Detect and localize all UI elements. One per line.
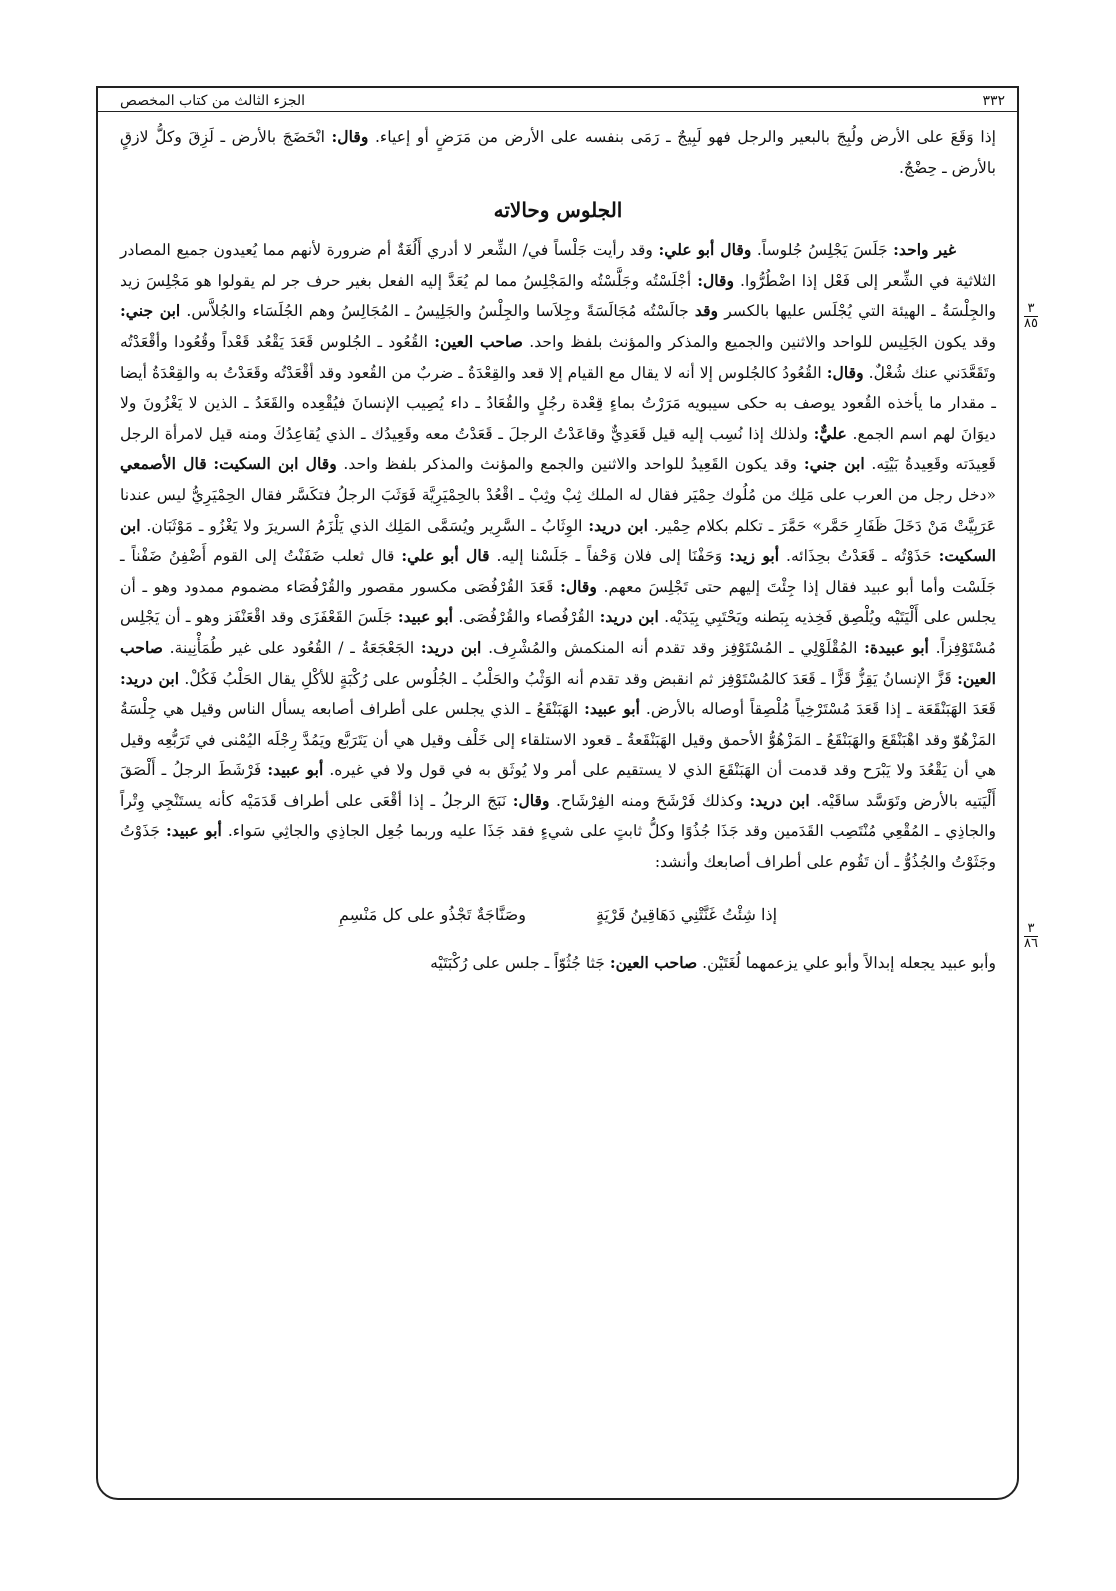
text-run: جَثا جُثُوّاً ـ جلس على رُكْبَتَيْه bbox=[430, 954, 610, 973]
text-run: القُعُود ـ الجُلوس قَعَدَ يَقْعُد قَعْداً وقُعُودا وأقْعَدْتُه وتَقَعَّدَني عنك شُغْلٌ. bbox=[120, 332, 997, 382]
text-run: وقد يكون القَعِيدُ للواحد والاثنين والجمع والمؤنث والمذكر بلفظ واحد. bbox=[336, 455, 804, 474]
opening-paragraph bbox=[120, 122, 996, 183]
main-paragraph bbox=[120, 235, 996, 877]
text-run: القُعُودُ كالجُلوس إلا أنه لا يقال مع القيام إلا قعد والقِعْدَةُ ـ ضربٌ من القُعود وقد أقْعَدْتُه وقَعَدْتُ به والقِعْدَةُ أيضا ـ مقدار ما يأخذه القُعود يوصف به حكى سيبويه مَرَرْتُ بماءٍ قِعْدة رجُلٍ والقُعَادُ ـ داء يُصِيب الإنسانَ فيُقْعِده والقَعَدُ ـ الذين لا يَغْزُونَ ولا ديوَانَ لهم اسم الجمع. bbox=[120, 363, 996, 443]
speaker-label: أبو عبيد: bbox=[397, 607, 453, 627]
text-run: حَذَوْتُه ـ قَعَدْتُ بحِذَائه. bbox=[779, 547, 939, 566]
speaker-label: ابن دريد: bbox=[420, 637, 482, 657]
text-run: الوِثَابُ ـ السَّرِير ويُسَمَّى المَلِك الذي يَلْزَمُ السريرَ ولا يَغْزُو ـ مَوْثَبَان. bbox=[140, 516, 589, 535]
text-run: جَلَسَ القَعْفَزَى وقد اقْعَنْفَز وهو ـ أن يَجْلِس مُسْتَوْفِزاً. bbox=[120, 608, 997, 657]
speaker-label: أبو زيد: bbox=[729, 546, 780, 566]
speaker-label: صاحب العين: bbox=[609, 953, 698, 973]
verse bbox=[120, 900, 996, 931]
speaker-label: ابن السكيت: bbox=[120, 515, 996, 566]
speaker-label: أبو عبيدة: bbox=[864, 637, 929, 657]
text-run: الهَبَنْقَعُ ـ الذي يجلس على أطراف أصابعه يسأل الناس وقيل هي جِلْسَةُ المَزْهُوّ وقد اهْبَنْقَعَ والهَبَنْقَعُ ـ المَزْهُوُّ الأحمق وقيل الهَبَنْقَعةُ ـ قعود الاستلقاء إلى خَلْف وقيل هي أن يَتَرَبَّع ويَمُدَّ رِجْلَه اليُمْنى في تَرَبُّعِه وقيل هي أن يَقْعُدَ ولا يَبْرَح وقد قدمت أن الهَبَنْقَعَ الذي لا يستقيم على أمر ولا يُوثَق به في قول ولا في غيره. bbox=[120, 700, 996, 780]
text-run: «دخل رجل من العرب على مَلِك من مُلُوك حِمْيَر فقال له الملك ثِبْ وثِبْ ـ اقْعُدْ بالحِمْيَرِيَّة فَوَثَبَ الرجلُ فتكَسَّر فقال الحِمْيَرِيُّ ليس عندنا عَرَبِيَّتْ مَنْ دَخَلَ ظَفَارِ حَمَّر» حَمَّرَ ـ تكلم بكلام حِمْير. bbox=[120, 485, 997, 535]
speaker-label: وقال: bbox=[512, 790, 550, 810]
text-run: نَبَجَ الرجلُ ـ إذا أقْعَى على أطراف قَدَمَيْه كأنه يستَنْجِي وِتْراً والجاذِي ـ المُقْعِي مُنْتَصِب القَدَمين وقد جَذَا جُذُوًا وكلُّ ثابتٍ على شيءٍ فقد جَذَا عليه وربما جُعِل الجاذِي والجاثِي سَواء. bbox=[120, 791, 996, 841]
margin-reference bbox=[1024, 922, 1038, 950]
text-run: المُقْلَوْلِي ـ المُسْتَوْفِز وقد تقدم أنه المنكمش والمُشْرِف. bbox=[481, 638, 865, 657]
speaker-label: وقال: bbox=[697, 270, 735, 290]
speaker-label: ابن دريد: bbox=[588, 515, 648, 535]
speaker-label: ابن جني: bbox=[120, 301, 181, 321]
running-title: الجزء الثالث من كتاب المخصص bbox=[120, 93, 306, 109]
speaker-label: صاحب العين: bbox=[120, 637, 997, 688]
speaker-label: ابن دريد: bbox=[120, 668, 180, 688]
text-run: وكذلك فَرْشَحَ ومنه الفِرْشَاح. bbox=[549, 791, 750, 810]
margin-ref-page: ٨٦ bbox=[1024, 936, 1038, 951]
page-number: ٣٣٢ bbox=[982, 93, 1005, 109]
text-run: جالَسْتُه مُجَالَسَةً وجِلاَسا والجِلْسُ والجَلِيسُ ـ المُجَالِسُ وهم الجُلَسَاء والجُلاَّس. bbox=[180, 302, 695, 321]
text-run: وقد رأيت جَلْساً في/ الشِّعر لا أدري أَلُغَةٌ أم ضرورة لأنهم مما يُعيدون جميع المصادر الثلاثية في الشِّعر إلى فَعْل إذا اضْطُرُّوا. bbox=[120, 241, 997, 290]
speaker-label: وقال: bbox=[826, 362, 864, 382]
speaker-label: قال أبو علي: bbox=[401, 546, 490, 566]
margin-ref-page: ٨٥ bbox=[1024, 316, 1038, 331]
speaker-label: وقد bbox=[694, 301, 719, 321]
speaker-label: غير واحد: bbox=[893, 240, 956, 260]
closing-paragraph bbox=[120, 948, 996, 979]
header-rule bbox=[96, 111, 1019, 112]
speaker-label: قال الأصمعي bbox=[120, 454, 207, 474]
text-run: إذا وَقَعَ على الأرض ولُبِجَ بالبعير والرجل فهو لَبِيجٌ ـ رَمَى بنفسه على الأرض من مَرَضٍ أو إعياء. bbox=[368, 128, 996, 146]
speaker-label: وقال: bbox=[560, 576, 597, 596]
text-run: قَعَدَ القُرْفُصَى مكسور مقصور والقُرْفُصَاء مضموم ممدود وهو ـ أن يجلس على أَلْيَتَيْه ويُلْصِق فَخِذيه بِبَطنه ويَحْتَبِي بِيَدَيْه. bbox=[120, 577, 996, 627]
text-run: أجْلَسْتُه وجَلَّسْتُه والمَجْلِسُ مما لم يُعَدَّ إليه الفعل بغير حرف جر لم يقولوا هو مَجْلِسَ زيد والجِلْسَةُ ـ الهيئة التي يُجْلَس عليها بالكسر bbox=[120, 271, 996, 321]
speaker-label: صاحب العين: bbox=[434, 331, 523, 351]
text-run: جَلَسَ يَجْلِسُ جُلوساً. bbox=[751, 241, 894, 260]
text-run: انْحَضَجَ بالأرض ـ لَزِقَ وكلُّ لازقٍ بالأرض ـ حِضْجٌ. bbox=[120, 128, 996, 177]
running-header bbox=[96, 91, 1019, 111]
text-run: قَزَّ الإنسانُ يَقِزُّ قَزًّا ـ قَعَدَ كالمُسْتَوْفِز ثم انقبض وقد تقدم أنه الوَثْبُ والحَلْبُ ـ الجُلُوس على رُكْبَةٍ للأكْلِ يقال الحَلْبُ فَكُلْ. bbox=[179, 669, 958, 688]
speaker-label: عليٌّ: bbox=[813, 423, 847, 443]
margin-ref-volume: ٣ bbox=[1024, 922, 1038, 937]
margin-ref-volume: ٣ bbox=[1024, 302, 1038, 317]
text-run: الجَعْجَعَةُ ـ / القُعُود على غير طُمَأْنِينة. bbox=[162, 638, 421, 657]
text-run: وأبو عبيد يجعله إبدالاً وأبو علي يزعمهما لُغَتَيْن. bbox=[697, 954, 996, 973]
body-text bbox=[120, 122, 996, 979]
section-title: الجلوس وحالاته bbox=[493, 198, 623, 223]
verse-first-hemistich: إذا شِئْتُ غَنَّتْنِي دَهَاقِينُ قَرْيَةٍ bbox=[595, 904, 778, 924]
margin-reference bbox=[1024, 302, 1038, 330]
text-run: وَحَفْنَا إلى فلان وَحْفاً ـ جَلَسْنا إليه. bbox=[489, 547, 730, 566]
speaker-label: أبو عبيد: bbox=[166, 821, 222, 841]
speaker-label: ابن دريد: bbox=[749, 790, 810, 810]
verse-second-hemistich: وصَنَّاجَةٌ تَجْذُو على كل مَنْسِمِ bbox=[338, 904, 526, 924]
speaker-label: ابن جني: bbox=[803, 454, 865, 474]
text-run: ولذلك إذا نُسِب إليه قيل قَعَدِيٌّ وقاعَدْتُ الرجلَ ـ قَعَدْتُ معه وقَعِيدُك ـ الذي يُقاعِدُكَ ومنه قيل لامرأة الرجل قَعِيدَته وقَعِيدةُ بَيْتِه. bbox=[120, 424, 996, 474]
speaker-label: أبو عبيد: bbox=[584, 699, 640, 719]
speaker-label: وقال: bbox=[331, 127, 369, 146]
text-run: وقد يكون الجَلِيس للواحد والاثنين والجميع والمذكر والمؤنث بلفظ واحد. bbox=[522, 332, 996, 351]
text-run: فَرْشَطَ الرجلُ ـ أَلْصَقَ أَلْيَتيه بالأرض وتَوَسَّد ساقَيْه. bbox=[120, 761, 996, 810]
text-run: قال ثعلب ضَفَنْتُ إلى القوم أَضْفِنُ ضَفْناً ـ جَلَسْت وأما أبو عبيد فقال إذا جِئْتَ إليهم حتى تَجْلِسَ معهم. bbox=[120, 547, 996, 596]
speaker-label: وقال أبو علي: bbox=[658, 240, 752, 260]
text-run: قَعَدَ الهَبَنْقَعَة ـ إذا قَعَدَ مُسْتَرْخِياً مُلْصِقاً أوصاله بالأرض. bbox=[639, 700, 996, 719]
text-run: جَذَوْتُ وجَثَوْتُ والجُذُوُّ ـ أن تَقُوم على أطراف أصابعك وأنشد: bbox=[120, 822, 996, 872]
speaker-label: ابن دريد: bbox=[599, 607, 659, 627]
speaker-label: أبو عبيد: bbox=[267, 760, 324, 780]
speaker-label: وقال ابن السكيت: bbox=[213, 454, 337, 474]
text-run: القُرْفُصاء والقُرْفُصَى. bbox=[453, 608, 600, 627]
